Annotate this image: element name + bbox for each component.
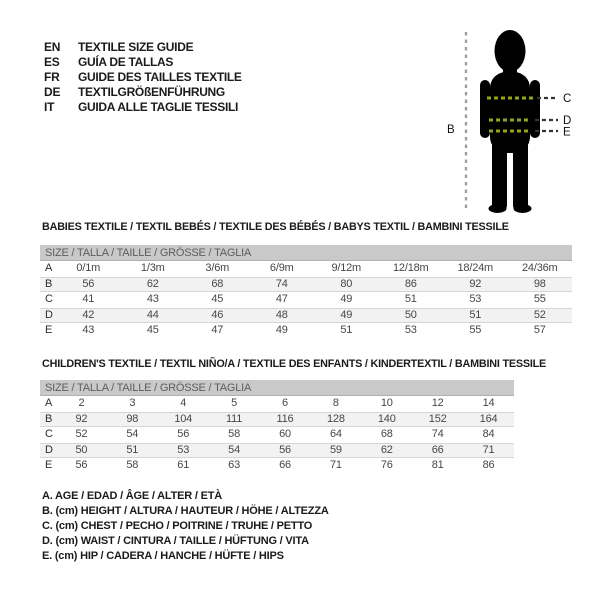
babies-table [40, 261, 572, 339]
table-cell: 51 [126, 443, 139, 456]
table-cell: 45 [146, 324, 159, 336]
table-cell: 62 [380, 443, 393, 456]
table-cell: 47 [211, 324, 224, 336]
table-cell: 4 [180, 397, 187, 409]
table-cell: 49 [340, 308, 353, 321]
language-row [44, 70, 242, 85]
table-cell: 59 [329, 443, 342, 456]
table-cell: 49 [340, 293, 353, 305]
row-label: A [45, 262, 53, 274]
table-cell: 140 [377, 412, 396, 425]
table-row [40, 261, 572, 277]
table-cell: 2 [78, 397, 85, 409]
babies-size-header: SIZE / TALLA / TAILLE / GRÖSSE / TAGLIA [40, 245, 572, 261]
table-cell: 86 [404, 277, 417, 290]
table-cell: 51 [404, 293, 417, 305]
hip-label: E [563, 126, 571, 139]
table-cell: 128 [327, 412, 345, 425]
table-cell: 68 [380, 428, 393, 440]
table-cell: 98 [533, 277, 546, 290]
table-cell: 111 [226, 412, 243, 425]
table-cell: 56 [82, 277, 95, 290]
row-label: E [45, 459, 53, 471]
table-cell: 61 [177, 459, 190, 471]
babies-table-title: BABIES TEXTILE / TEXTIL BEBÉS / TEXTILE DES BÉBÉS / BABYS TEXTIL / BAMBINI TESSILE [42, 221, 509, 233]
table-cell: 68 [211, 277, 224, 290]
row-label: B [45, 277, 53, 290]
measurement-legend [42, 489, 329, 564]
legend-line-height: B. (cm) HEIGHT / ALTURA / HAUTEUR / HÖHE / ALTEZZA [42, 505, 329, 517]
table-cell: 0/1m [76, 262, 101, 274]
table-cell: 12/18m [393, 262, 429, 274]
table-row [40, 308, 572, 324]
table-cell: 58 [228, 428, 241, 440]
table-cell: 56 [279, 443, 291, 456]
table-cell: 5 [231, 397, 238, 409]
table-cell: 45 [211, 293, 224, 305]
table-cell: 24/36m [522, 262, 558, 274]
table-cell: 63 [228, 459, 241, 471]
table-cell: 53 [404, 324, 417, 336]
table-row [40, 277, 572, 293]
table-cell: 52 [75, 428, 88, 440]
legend-line-waist: D. (cm) WAIST / CINTURA / TAILLE / HÜFTUNG / VITA [42, 535, 309, 547]
guide-title: TEXTILE SIZE GUIDE [78, 40, 194, 54]
table-row [40, 396, 514, 412]
table-cell: 54 [126, 428, 139, 440]
table-cell: 53 [469, 293, 482, 305]
table-row [40, 443, 514, 459]
table-cell: 76 [380, 459, 393, 471]
row-label: D [45, 443, 53, 456]
table-cell: 48 [275, 308, 288, 321]
language-code: DE [44, 85, 61, 99]
table-cell: 84 [482, 428, 495, 440]
children-table-title: CHILDREN'S TEXTILE / TEXTIL NIÑO/A / TEXTILE DES ENFANTS / KINDERTEXTIL / BAMBINI TESSILE [42, 358, 547, 370]
table-cell: 74 [275, 277, 288, 290]
language-code: EN [44, 40, 61, 54]
table-cell: 92 [75, 412, 88, 425]
table-cell: 6 [282, 397, 288, 409]
table-cell: 18/24m [457, 262, 493, 274]
table-cell: 71 [329, 459, 342, 471]
table-cell: 42 [82, 308, 95, 321]
language-code: FR [44, 70, 60, 84]
table-cell: 66 [279, 459, 291, 471]
language-row [44, 55, 242, 70]
legend-line-hip: E. (cm) HIP / CADERA / HANCHE / HÜFTE / HIPS [42, 550, 284, 562]
table-cell: 46 [211, 308, 224, 321]
table-cell: 98 [126, 412, 139, 425]
table-cell: 49 [275, 324, 288, 336]
language-row [44, 100, 242, 115]
chest-label: C [563, 93, 572, 105]
language-code: ES [44, 55, 60, 69]
table-cell: 58 [126, 459, 139, 471]
language-row [44, 40, 242, 55]
table-cell: 1/3m [140, 262, 165, 274]
table-cell: 43 [146, 293, 159, 305]
row-label: E [45, 324, 53, 336]
table-cell: 104 [174, 412, 193, 425]
table-cell: 8 [332, 397, 339, 409]
children-table [40, 396, 514, 474]
table-cell: 52 [533, 308, 546, 321]
row-label: C [45, 293, 53, 305]
table-cell: 12 [431, 397, 444, 409]
table-cell: 81 [431, 459, 444, 471]
table-cell: 56 [177, 428, 190, 440]
legend-line-age: A. AGE / EDAD / ÂGE / ALTER / ETÀ [42, 490, 223, 502]
table-row [40, 427, 514, 443]
language-code: IT [44, 100, 55, 114]
table-cell: 54 [228, 443, 241, 456]
table-cell: 92 [469, 277, 482, 290]
table-cell: 62 [146, 277, 159, 290]
row-label: D [45, 308, 53, 321]
row-label: B [45, 412, 53, 425]
table-cell: 50 [404, 308, 417, 321]
table-cell: 44 [146, 308, 159, 321]
table-cell: 3 [129, 397, 136, 409]
row-label: C [45, 428, 53, 440]
table-cell: 47 [275, 293, 288, 305]
table-cell: 51 [340, 324, 353, 336]
child-silhouette-svg [430, 8, 600, 220]
table-cell: 55 [469, 324, 482, 336]
table-cell: 80 [340, 277, 353, 290]
guide-title: GUIDE DES TAILLES TEXTILE [78, 70, 242, 84]
table-cell: 50 [75, 443, 88, 456]
table-row [40, 323, 572, 339]
guide-title: TEXTILGRÖßENFÜHRUNG [78, 85, 225, 99]
waist-label: D [563, 115, 572, 127]
table-cell: 55 [533, 293, 546, 305]
table-cell: 66 [431, 443, 444, 456]
table-cell: 10 [380, 397, 393, 409]
children-size-header: SIZE / TALLA / TAILLE / GRÖSSE / TAGLIA [40, 380, 514, 396]
table-cell: 14 [482, 397, 495, 409]
table-row [40, 292, 572, 308]
table-cell: 3/6m [205, 262, 230, 274]
table-cell: 51 [469, 308, 482, 321]
table-cell: 6/9m [269, 262, 294, 274]
child-measurement-figure [430, 8, 600, 220]
table-cell: 74 [431, 428, 444, 440]
table-cell: 164 [479, 412, 498, 425]
table-cell: 60 [279, 428, 291, 440]
table-cell: 43 [82, 324, 95, 336]
table-cell: 152 [428, 412, 447, 425]
height-label: B [447, 124, 455, 136]
table-cell: 57 [533, 324, 546, 336]
table-row [40, 458, 514, 474]
table-cell: 86 [482, 459, 495, 471]
table-cell: 116 [276, 412, 294, 425]
table-cell: 53 [177, 443, 190, 456]
guide-title: GUIDA ALLE TAGLIE TESSILI [78, 100, 239, 114]
guide-title: GUÍA DE TALLAS [78, 55, 174, 69]
table-cell: 41 [82, 293, 95, 305]
table-cell: 64 [329, 428, 342, 440]
language-title-list [44, 40, 242, 115]
table-cell: 56 [75, 459, 88, 471]
table-cell: 71 [482, 443, 495, 456]
language-row [44, 85, 242, 100]
table-row [40, 412, 514, 428]
table-cell: 9/12m [331, 262, 362, 274]
row-label: A [45, 397, 53, 409]
legend-line-chest: C. (cm) CHEST / PECHO / POITRINE / TRUHE / PETTO [42, 520, 313, 532]
